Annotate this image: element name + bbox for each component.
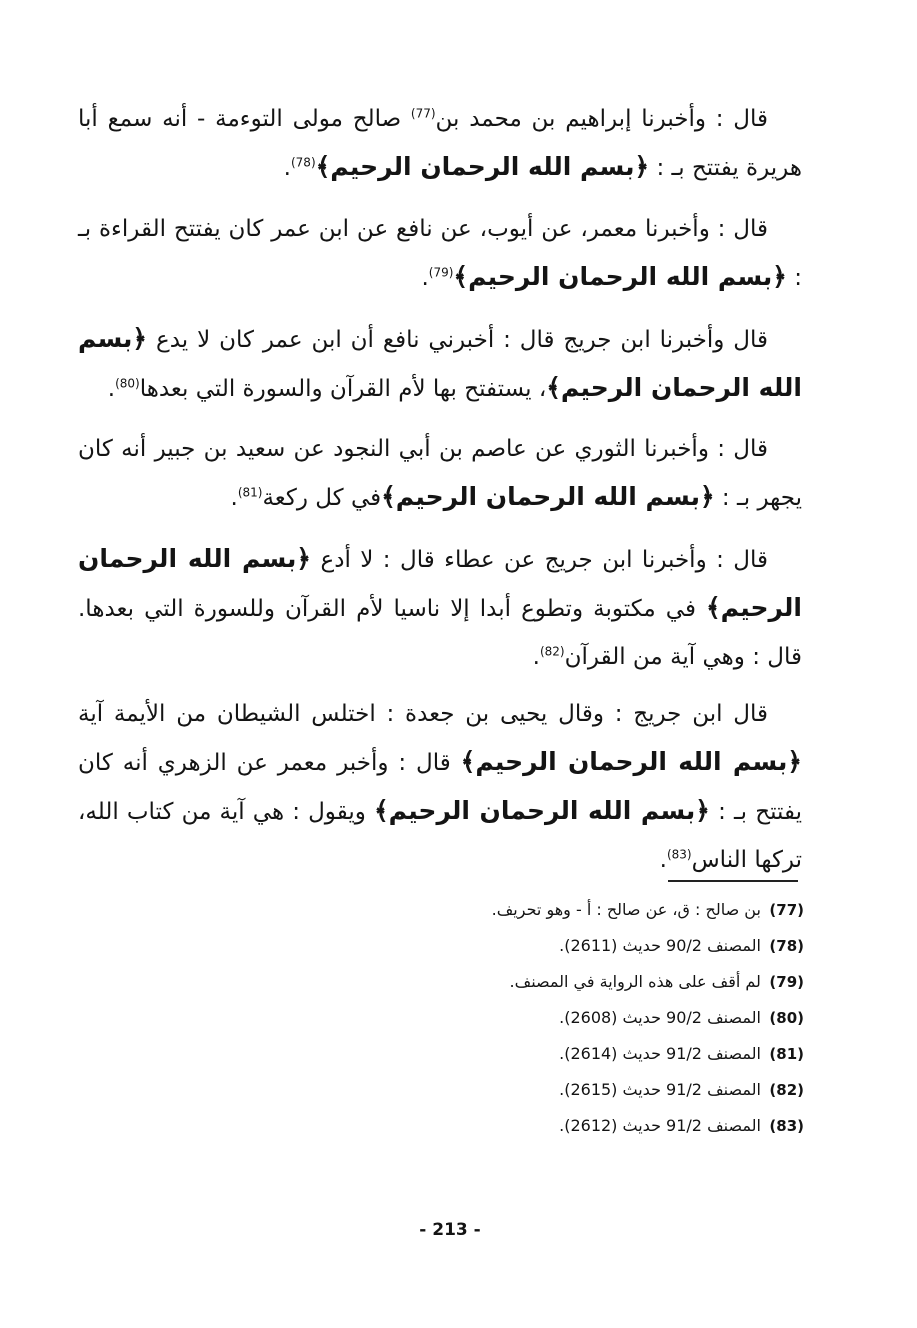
- paragraph-text: .: [532, 644, 540, 670]
- paragraph-2: [78, 205, 802, 302]
- footnote-item: [400, 928, 804, 964]
- footnote-ref[interactable]: (81): [237, 485, 263, 500]
- footnote-text: المصنف 91/2 حديث (2615).: [559, 1080, 761, 1099]
- footnote-text: لم أقف على هذه الرواية في المصنف.: [509, 972, 761, 991]
- paragraph-text: .: [230, 485, 238, 511]
- footnote-text: المصنف 91/2 حديث (2612).: [559, 1116, 761, 1135]
- footnote-item: [400, 964, 804, 1000]
- paragraph-6: [78, 690, 802, 884]
- footnote-item: [400, 1108, 804, 1144]
- paragraph-text: قال : وأخبر معمر عن الزهري أنه كان يفتتح بـ :: [78, 750, 802, 825]
- paragraph-3: [78, 315, 802, 413]
- footnote-text: المصنف 90/2 حديث (2611).: [559, 936, 761, 955]
- footnote-ref[interactable]: (78): [290, 155, 316, 170]
- paragraph-text: ويقول : هي آية من كتاب الله، تركها الناس: [78, 799, 802, 873]
- paragraph-text: ، يستفتح بها لأم القرآن والسورة التي بعدها: [139, 376, 547, 402]
- footnote-text: المصنف 90/2 حديث (2608).: [559, 1008, 761, 1027]
- paragraph-text: قال : وأخبرنا معمر، عن أيوب، عن نافع عن ابن عمر كان يفتتح القراءة بـ :: [78, 216, 802, 291]
- paragraph-text: .: [659, 847, 667, 873]
- paragraph-text: قال : وأخبرنا ابن جريج عن عطاء قال : لا أدع: [311, 547, 768, 573]
- footnote-item: [400, 1000, 804, 1036]
- footnotes: [400, 892, 804, 1144]
- footnote-item: [400, 1072, 804, 1108]
- footnote-ref[interactable]: (80): [115, 376, 140, 391]
- paragraph-text: في مكتوبة وتطوع أبدا إلا ناسيا لأم القرآن وللسورة التي بعدها. قال : وهي آية من القرآن: [78, 596, 802, 670]
- footnote-number: (79): [769, 973, 804, 991]
- footnote-number: (78): [769, 937, 804, 955]
- footnote-number: (82): [769, 1081, 804, 1099]
- paragraph-text: صالح مولى التوءمة - أنه سمع أبا هريرة يفتتح بـ :: [78, 106, 802, 181]
- paragraph-1: [78, 95, 802, 192]
- basmala-quote: ﴿بسم الله الرحمان الرحيم﴾: [453, 262, 787, 291]
- footnote-text: المصنف 91/2 حديث (2614).: [559, 1044, 761, 1063]
- paragraph-text: قال وأخبرنا ابن جريج قال : أخبرني نافع أن ابن عمر كان لا يدع: [147, 327, 768, 353]
- paragraph-text: .: [107, 376, 116, 402]
- footnote-number: (80): [769, 1009, 804, 1027]
- basmala-quote: ﴿بسم الله الرحمان الرحيم﴾: [315, 152, 650, 181]
- footnote-number: (81): [769, 1045, 804, 1063]
- paragraph-text: .: [283, 155, 291, 181]
- footnote-ref[interactable]: (82): [539, 644, 565, 659]
- paragraph-text: قال : وأخبرنا إبراهيم بن محمد بن: [435, 106, 768, 132]
- footnote-text: بن صالح : ق، عن صالح : أ - وهو تحريف.: [491, 900, 761, 919]
- paragraph-4: [78, 425, 802, 522]
- paragraph-text: قال ابن جريج : وقال يحيى بن جعدة : اختلس الشيطان من الأيمة آية: [78, 701, 768, 727]
- footnote-ref[interactable]: (79): [428, 265, 454, 280]
- paragraph-text: في كل ركعة: [262, 485, 382, 511]
- footnote-separator: [668, 880, 798, 882]
- footnote-ref[interactable]: (77): [410, 106, 436, 121]
- basmala-quote: ﴿بسم الله الرحمان الرحيم﴾: [373, 796, 710, 825]
- basmala-quote: ﴿بسم الله الرحمان الرحيم﴾: [381, 482, 715, 511]
- paragraph-text: قال : وأخبرنا الثوري عن عاصم بن أبي النجود عن سعيد بن جبير أنه كان يجهر بـ :: [78, 436, 802, 511]
- footnote-item: [400, 892, 804, 928]
- basmala-quote: ﴿بسم الله الرحمان الرحيم﴾: [78, 544, 802, 622]
- footnote-number: (83): [769, 1117, 804, 1135]
- basmala-quote: ﴿بسم الله الرحمان الرحيم﴾: [460, 747, 802, 776]
- footnote-ref[interactable]: (83): [666, 847, 692, 862]
- basmala-quote: ﴿بسم الله الرحمان الرحيم﴾: [78, 324, 802, 402]
- footnote-item: [400, 1036, 804, 1072]
- paragraph-text: .: [421, 265, 429, 291]
- page-number: - 213 -: [419, 1220, 481, 1240]
- footnote-number: (77): [769, 901, 804, 919]
- paragraph-5: [78, 535, 802, 681]
